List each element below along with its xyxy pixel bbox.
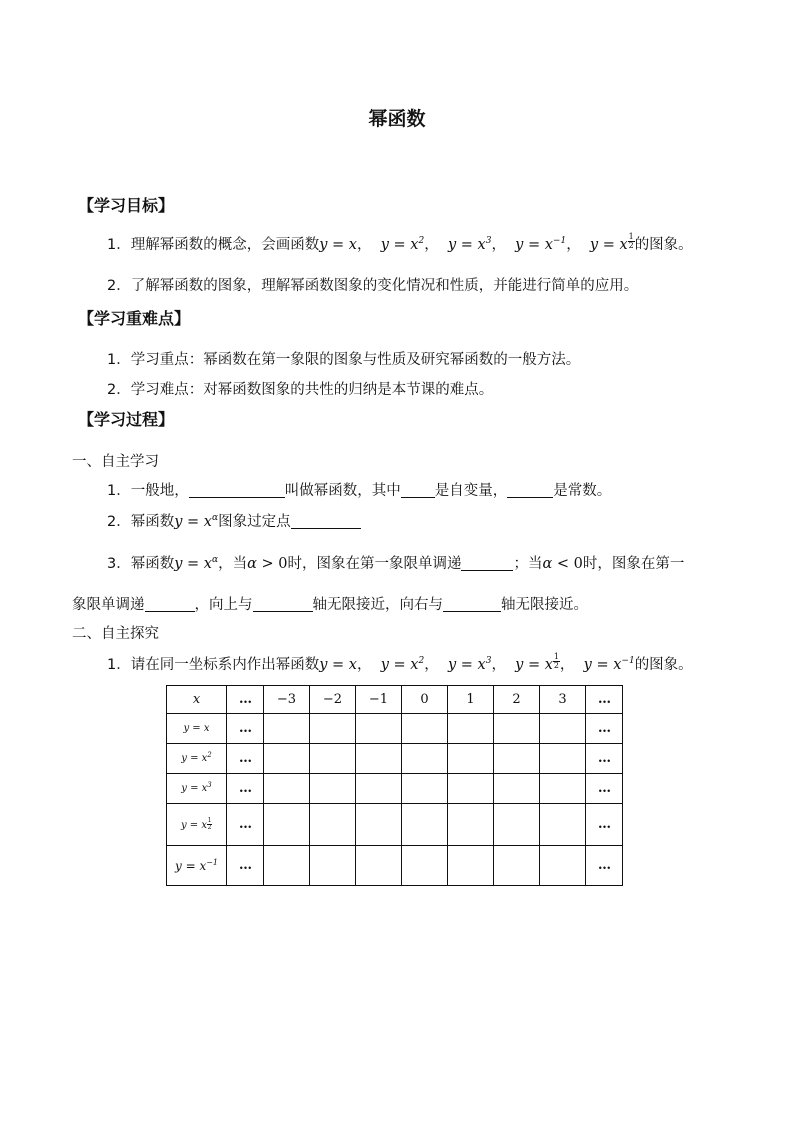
answer-blank[interactable] [145,597,195,612]
formula-y-eq-x3: $y = x^3$ [447,656,492,673]
table-header-cell: −1 [356,686,402,714]
table-header-cell: 1 [448,686,494,714]
answer-blank[interactable] [291,514,361,529]
table-cell[interactable] [402,714,448,744]
formula-y-eq-x-inv: $y = x^{-1}$ [583,656,635,673]
part1-question-2: 2．幂函数$y = x^\alpha$图象过定点 [107,510,361,531]
formula-y-eq-x2: $y = x^2$ [380,236,425,253]
answer-blank[interactable] [253,597,313,612]
formula-y-eq-x2: $y = x^2$ [380,656,425,673]
answer-blank[interactable] [461,556,513,571]
answer-blank[interactable] [443,597,501,612]
row-label-y-eq-x-inv: $y = x^{-1}$ [167,846,227,886]
table-cell[interactable] [494,744,540,774]
table-cell[interactable] [494,846,540,886]
table-header-cell: −3 [264,686,310,714]
table-cell[interactable] [540,804,586,846]
section-heading-process: 【学习过程】 [78,410,175,429]
table-cell[interactable] [540,714,586,744]
table-cell[interactable] [310,804,356,846]
table-cell[interactable] [402,774,448,804]
formula-y-eq-x-inv: $y = x^{-1}$ [515,236,567,253]
section-heading-key: 【学习重难点】 [78,309,191,328]
answer-blank[interactable] [401,483,435,498]
goal-item-1-suffix: 的图象。 [634,237,693,253]
answer-blank[interactable] [189,483,285,498]
table-cell[interactable] [494,804,540,846]
condition-alpha-negative: α < 0 [542,556,583,572]
page-title: 幂函数 [368,108,426,130]
row-label-y-eq-x: y = x [167,714,227,744]
condition-alpha-positive: α > 0 [247,556,288,572]
table-row: $y = x^2$ … … [167,744,623,774]
goal-item-2: 2．了解幂函数的图象，理解幂函数图象的变化情况和性质，并能进行简单的应用。 [107,278,639,294]
table-cell[interactable] [264,744,310,774]
table-header-cell: … [227,686,264,714]
table-row: $y = x^3$ … … [167,774,623,804]
table-cell[interactable] [540,744,586,774]
table-header-cell: 0 [402,686,448,714]
table-header-row [167,686,623,714]
formula-y-eq-x-alpha: $y = x^\alpha$ [174,555,219,572]
table-header-cell: … [586,686,623,714]
formula-y-eq-x: y = x [319,657,357,673]
table-cell[interactable] [402,804,448,846]
key-item-2: 2．学习难点：对幂函数图象的共性的归纳是本节课的难点。 [107,382,494,398]
table-row: y = x $\frac{1}{2}$ … … [167,804,623,846]
table-cell[interactable] [310,744,356,774]
table-cell[interactable] [448,714,494,744]
row-label-y-eq-x3: $y = x^3$ [167,774,227,804]
table-header-cell: 2 [494,686,540,714]
key-item-1: 1．学习重点：幂函数在第一象限的图象与性质及研究幂函数的一般方法。 [107,352,581,368]
table-cell[interactable] [494,774,540,804]
table-row: $y = x^{-1}$ … … [167,846,623,886]
part1-heading: 一、自主学习 [72,454,159,470]
part2-question-1: 1．请在同一坐标系内作出幂函数y = x， $y = x^2$， $y = x^3$， y = x $\frac{1}{2}$ ， $y = x^{-1}$的图象。 [107,652,693,673]
table-cell[interactable] [356,804,402,846]
table-cell[interactable] [448,744,494,774]
table-cell[interactable] [264,774,310,804]
table-cell[interactable] [310,714,356,744]
table-cell[interactable] [448,774,494,804]
part1-question-3-continued: 象限单调递 ，向上与 轴无限接近，向右与 轴无限接近。 [72,597,588,613]
table-cell[interactable] [448,846,494,886]
table-cell[interactable] [402,846,448,886]
table-cell[interactable] [310,774,356,804]
table-cell[interactable] [264,714,310,744]
goal-item-1-number: 1． [107,237,131,253]
section-heading-goals: 【学习目标】 [78,196,175,215]
row-label-y-eq-x2: $y = x^2$ [167,744,227,774]
value-table [166,685,623,886]
part1-question-3: 3．幂函数$y = x^\alpha$，当α > 0时，图象在第一象限单调递 ；当α < 0时，图象在第一 [107,555,685,572]
table-cell[interactable] [540,846,586,886]
table-cell[interactable] [356,774,402,804]
table-cell[interactable] [356,744,402,774]
table-row: y = x … … [167,714,623,744]
table-cell[interactable] [310,846,356,886]
table-cell[interactable] [494,714,540,744]
table-header-cell: −2 [310,686,356,714]
formula-y-eq-x3: $y = x^3$ [447,236,492,253]
formula-y-eq-x-half: y = x $\frac{1}{2}$ [515,652,559,673]
part2-heading: 二、自主探究 [72,626,159,642]
row-label-y-eq-x-half: y = x $\frac{1}{2}$ [167,804,227,846]
answer-blank[interactable] [507,483,553,498]
table-cell[interactable] [448,804,494,846]
part1-question-1: 1．一般地， 叫做幂函数，其中 是自变量， 是常数。 [107,483,612,499]
goal-item-1: 1．理解幂函数的概念，会画函数y = x， $y = x^2$， $y = x^3$， $y = x^{-1}$， y = x $\frac{1}{2}$ 的图象。 [107,232,693,253]
formula-y-eq-x: y = x [319,237,357,253]
table-cell[interactable] [402,744,448,774]
table-cell[interactable] [264,804,310,846]
table-cell[interactable] [540,774,586,804]
table-cell[interactable] [356,714,402,744]
formula-y-eq-x-half: y = x $\frac{1}{2}$ [589,232,634,253]
goal-item-1-text: 理解幂函数的概念，会画函数 [130,237,320,253]
formula-y-eq-x-alpha: $y = x^\alpha$ [174,513,219,530]
table-header-cell: x [167,686,227,714]
table-cell[interactable] [264,846,310,886]
table-cell[interactable] [356,846,402,886]
table-header-cell: 3 [540,686,586,714]
